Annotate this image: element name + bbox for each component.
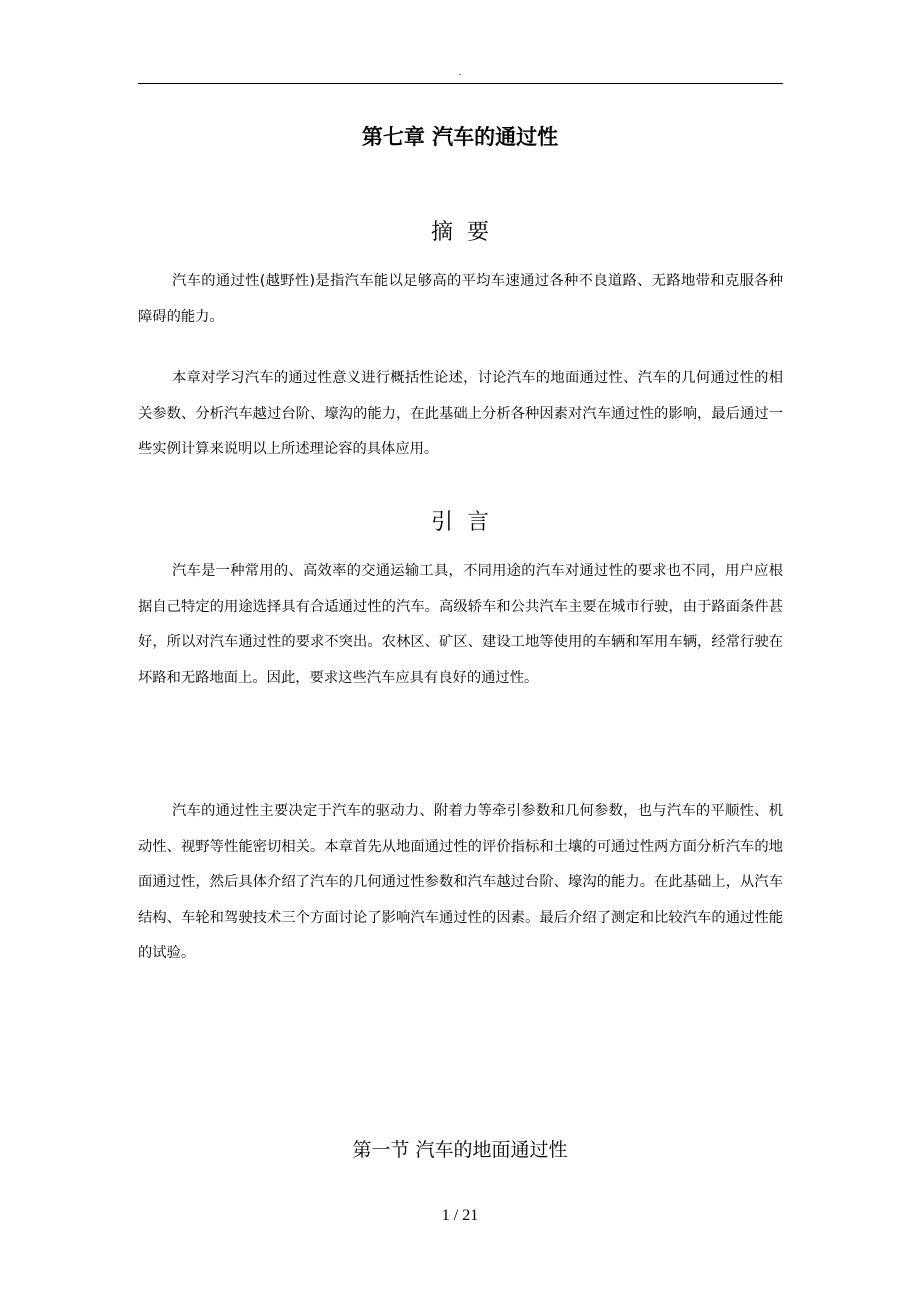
header-rule <box>138 83 783 84</box>
abstract-heading: 摘要 <box>430 220 503 245</box>
introduction-heading: 引言 <box>430 510 503 535</box>
section-title: 第一节 汽车的地面通过性 <box>352 1139 568 1161</box>
abstract-paragraph-2: 本章对学习汽车的通过性意义进行概括性论述，讨论汽车的地面通过性、汽车的几何通过性的相关参数、分析汽车越过台阶、壕沟的能力，在此基础上分析各种因素对汽车通过性的影响，最后通过一些实例计算来说明以上所述理论容的具体应用。 <box>138 370 783 457</box>
introduction-paragraph-1: 汽车是一种常用的、高效率的交通运输工具，不同用途的汽车对通过性的要求也不同，用户应根据自己特定的用途选择具有合适通过性的汽车。高级轿车和公共汽车主要在城市行驶，由于路面条件甚好，所以对汽车通过性的要求不突出。农林区、矿区、建设工地等使用的车辆和军用车辆，经常行驶在坏路和无路地面上。因此，要求这些汽车应具有良好的通过性。 <box>138 563 783 686</box>
introduction-paragraph-2: 汽车的通过性主要决定于汽车的驱动力、附着力等牵引参数和几何参数，也与汽车的平顺性、机动性、视野等性能密切相关。本章首先从地面通过性的评价指标和土壤的可通过性两方面分析汽车的地面通过性，然后具体介绍了汽车的几何通过性参数和汽车越过台阶、壕沟的能力。在此基础上，从汽车结构、车轮和驾驶技术三个方面讨论了影响汽车通过性的因素。最后介绍了测定和比较汽车的通过性能的试验。 <box>138 803 783 961</box>
chapter-title: 第七章 汽车的通过性 <box>361 125 559 149</box>
abstract-paragraph-1: 汽车的通过性(越野性)是指汽车能以足够高的平均车速通过各种不良道路、无路地带和克服各种障碍的能力。 <box>138 273 783 325</box>
page-number: 1 / 21 <box>441 1207 479 1224</box>
header-mark: . <box>458 67 462 78</box>
